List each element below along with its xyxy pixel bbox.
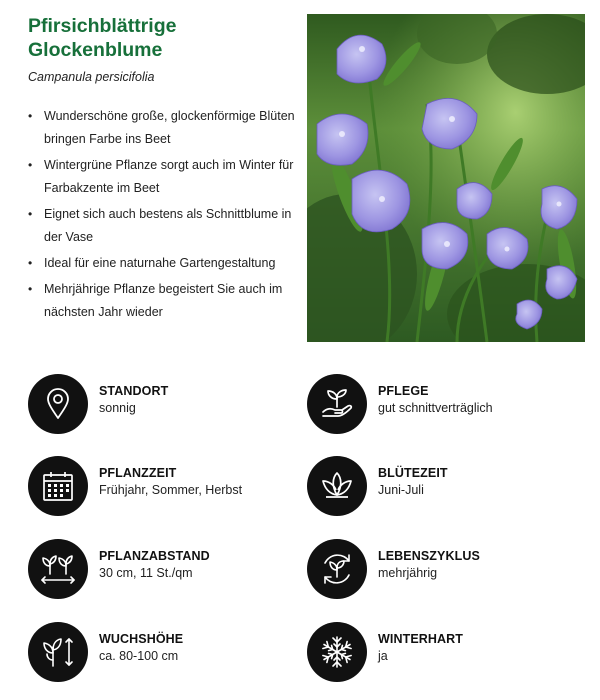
- bullet-text: Mehrjährige Pflanze begeistert Sie auch im nächsten Jahr wieder: [44, 282, 283, 319]
- feature-title: STANDORT: [99, 384, 169, 398]
- bullet-item: [28, 203, 298, 249]
- bullet-item: [28, 278, 298, 324]
- feature-title: LEBENSZYKLUS: [378, 549, 480, 563]
- feature-standort: [28, 374, 308, 438]
- lotus-flower-icon: [307, 456, 367, 516]
- bullet-item: [28, 105, 298, 151]
- feature-title: WINTERHART: [378, 632, 464, 646]
- feature-value: 30 cm, 11 St./qm: [99, 566, 193, 580]
- product-title: Pfirsichblättrige Glockenblume: [28, 15, 177, 61]
- feature-value: ca. 80-100 cm: [99, 649, 179, 663]
- feature-value: mehrjährig: [378, 566, 438, 580]
- feature-title: BLÜTEZEIT: [378, 466, 448, 480]
- bullet-item: [28, 154, 298, 200]
- plant-spacing-icon: [28, 539, 88, 599]
- snowflake-icon: [307, 622, 367, 682]
- feature-title: WUCHSHÖHE: [99, 632, 184, 646]
- product-photo: [307, 14, 585, 342]
- bullet-text: Wunderschöne große, glockenförmige Blüten bringen Farbe ins Beet: [44, 109, 295, 146]
- feature-wuchshoehe: [28, 622, 308, 686]
- bullet-dot: •: [28, 282, 33, 296]
- bullet-text: Wintergrüne Pflanze sorgt auch im Winter für Farbakzente im Beet: [44, 158, 294, 195]
- latin-name: Campanula persicifolia: [28, 70, 155, 84]
- bullet-dot: •: [28, 158, 33, 172]
- bullet-item: [28, 252, 298, 275]
- calendar-icon: [28, 456, 88, 516]
- feature-value: gut schnittverträglich: [378, 401, 493, 415]
- bullet-dot: •: [28, 207, 33, 221]
- location-pin-icon: [28, 374, 88, 434]
- feature-value: Frühjahr, Sommer, Herbst: [99, 483, 243, 497]
- feature-bullet-list: [28, 105, 298, 327]
- feature-winterhart: [307, 622, 587, 686]
- feature-lebenszyklus: [307, 539, 587, 603]
- feature-bluetezeit: [307, 456, 587, 520]
- feature-pflanzabstand: [28, 539, 308, 603]
- feature-value: sonnig: [99, 401, 136, 415]
- feature-title: PFLANZZEIT: [99, 466, 177, 480]
- feature-pflege: [307, 374, 587, 438]
- feature-title: PFLEGE: [378, 384, 429, 398]
- plant-cycle-icon: [307, 539, 367, 599]
- feature-pflanzzeit: [28, 456, 308, 520]
- feature-title: PFLANZABSTAND: [99, 549, 210, 563]
- feature-value: Juni-Juli: [378, 483, 424, 497]
- bullet-dot: •: [28, 109, 33, 123]
- plant-height-icon: [28, 622, 88, 682]
- seedling-hand-icon: [307, 374, 367, 434]
- feature-value: ja: [378, 649, 388, 663]
- bullet-dot: •: [28, 256, 33, 270]
- bullet-text: Ideal für eine naturnahe Gartengestaltung: [44, 256, 276, 270]
- bullet-text: Eignet sich auch bestens als Schnittblume in der Vase: [44, 207, 292, 244]
